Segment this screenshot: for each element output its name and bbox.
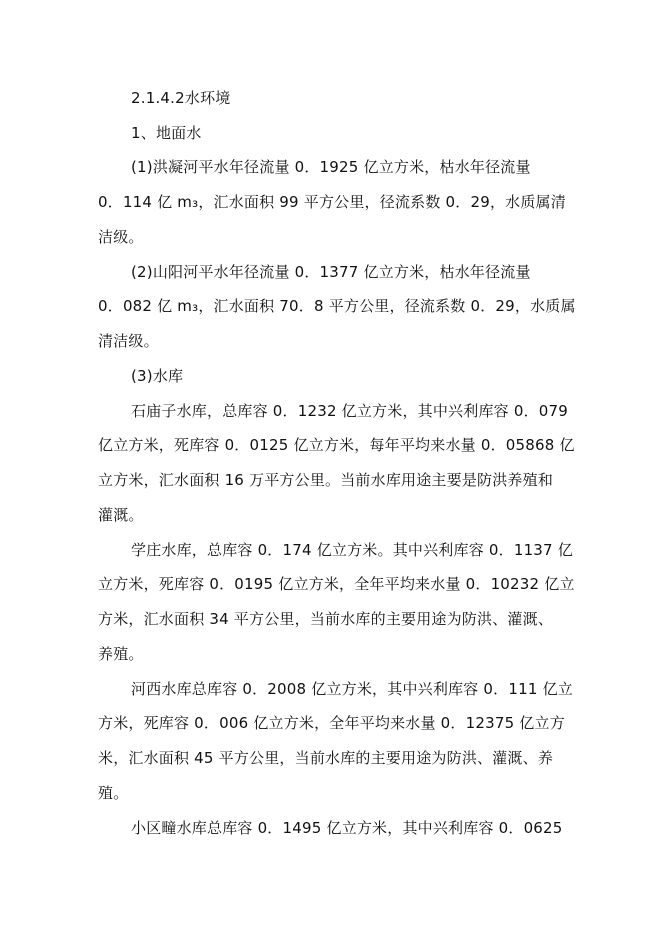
paragraph-line: 方米，死库容 0．006 亿立方米，全年平均来水量 0．12375 亿立方	[98, 714, 565, 732]
paragraph-line: 0．082 亿 m₃，汇水面积 70．8 平方公里，径流系数 0．29，水质属	[98, 297, 576, 315]
paragraph-line: 0．114 亿 m₃，汇水面积 99 平方公里，径流系数 0．29，水质属清	[98, 193, 566, 211]
paragraph-line: 小区疃水库总库容 0．1495 亿立方米，其中兴利库容 0．0625	[131, 819, 563, 837]
paragraph-line: 亿立方米，死库容 0．0125 亿立方米，每年平均来水量 0．05868 亿	[98, 436, 575, 454]
paragraph-line: (1)洪凝河平水年径流量 0．1925 亿立方米，枯水年径流量	[131, 158, 531, 176]
paragraph-line: 殖。	[98, 784, 129, 802]
section-heading: 2.1.4.2水环境	[131, 89, 231, 107]
paragraph-line: 清洁级。	[98, 332, 159, 350]
paragraph-line: 立方米，汇水面积 16 万平方公里。当前水库用途主要是防洪养殖和	[98, 471, 554, 489]
subsection-heading: 1、地面水	[131, 124, 202, 142]
paragraph-line: 洁级。	[98, 228, 144, 246]
paragraph-line: 河西水库总库容 0．2008 亿立方米，其中兴利库容 0．111 亿立	[131, 680, 573, 698]
paragraph-line: (2)山阳河平水年径流量 0．1377 亿立方米，枯水年径流量	[131, 263, 531, 281]
paragraph-line: 米，汇水面积 45 平方公里，当前水库的主要用途为防洪、灌溉、养	[98, 749, 554, 767]
paragraph-line: 立方米，死库容 0．0195 亿立方米，全年平均来水量 0．10232 亿立	[98, 575, 575, 593]
paragraph-line: 学庄水库，总库容 0．174 亿立方米。其中兴利库容 0．1137 亿	[131, 541, 573, 559]
paragraph-line: 灌溉。	[98, 506, 144, 524]
paragraph-line: 养殖。	[98, 645, 144, 663]
paragraph-line: 方米，汇水面积 34 平方公里，当前水库的主要用途为防洪、灌溉、	[98, 610, 554, 628]
paragraph-line: 石庙子水库，总库容 0．1232 亿立方米，其中兴利库容 0．079	[131, 402, 568, 420]
paragraph-line: (3)水库	[131, 367, 184, 385]
